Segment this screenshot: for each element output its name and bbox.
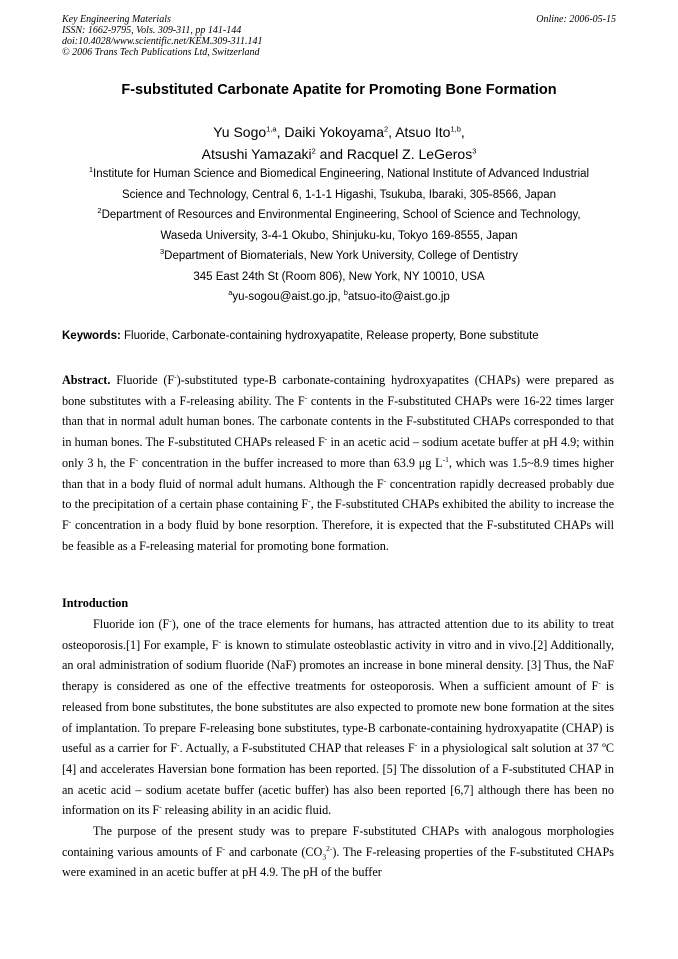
paragraph — [62, 821, 614, 883]
email-mark: b — [343, 288, 348, 298]
affiliation-text: 345 East 24th St (Room 806), New York, NY 10010, USA — [193, 270, 485, 283]
affiliation-list — [40, 164, 638, 308]
unit-sup: -1 — [442, 454, 449, 464]
abstract-text: , the F-substituted CHAPs exhibited the ability to increase the F — [62, 497, 614, 532]
paragraph-text: The purpose of the present study was to prepare F-substituted CHAPs with analogous morphologies containing various amounts of F — [62, 824, 614, 859]
email-link[interactable]: atsuo-ito@aist.go.jp — [347, 291, 450, 303]
paragraph-text: ). The F-releasing properties of the F-substituted CHAPs were examined in an acetic buffer at pH 4.9. The pH of the buffer — [62, 844, 615, 880]
paper-title: F-substituted Carbonate Apatite for Promoting Bone Formation — [121, 82, 557, 98]
author-name: Yu Sogo — [213, 124, 267, 140]
author-affil-mark: 3 — [472, 146, 477, 156]
affiliation-text: Department of Biomaterials, New York University, College of Dentistry — [164, 250, 519, 262]
issn-line: ISSN: 1662-9795, Vols. 309-311, pp 141-144 — [62, 25, 242, 36]
paragraph-text: . Actually, a F-substituted CHAP that releases F — [179, 741, 415, 756]
abstract-label: Abstract. — [62, 373, 111, 387]
charge-sup: - — [383, 475, 387, 485]
author-name: Racquel Z. LeGeros — [346, 146, 473, 162]
charge-sup: 2- — [326, 843, 333, 853]
author-name: Atsuo Ito — [395, 124, 451, 140]
copyright-line: © 2006 Trans Tech Publications Ltd, Switzerland — [62, 47, 260, 58]
charge-sup: - — [159, 802, 162, 812]
affiliation-text: Department of Resources and Environmental Engineering, School of Science and Technology, — [101, 209, 581, 221]
paragraph-text: is known to stimulate osteoblastic activity in vitro and in vivo.[2] Additionally, an oral administration of sodium fluoride (NaF) promotes an increase in bone mineral density. [3] Thus, the NaF therapy is considered as one of the effective treatments for osteoporosis. When a sufficient amount of F — [62, 637, 614, 694]
email-mark: a — [228, 288, 233, 298]
introduction-body — [62, 614, 614, 883]
keywords-text: Fluoride, Carbonate-containing hydroxyapatite, Release property, Bone substitute — [120, 330, 539, 342]
abstract-text: )-substituted type-B carbonate-containing hydroxyapatites (CHAPs) were prepared as bone substitutes with a F-releasing ability. The F — [62, 373, 614, 408]
affiliation-text: Institute for Human Science and Biomedical Engineering, National Institute of Advanced Industrial — [93, 168, 590, 180]
charge-sup: - — [169, 615, 172, 625]
email-link[interactable]: yu-sogou@aist.go.jp, — [232, 291, 344, 303]
paragraph — [62, 614, 614, 821]
keywords — [62, 330, 622, 342]
charge-sup: - — [177, 740, 180, 750]
doi-line: doi:10.4028/www.scientific.net/KEM.309-311.141 — [62, 36, 263, 47]
charge-sup: - — [218, 636, 222, 646]
author-affil-mark: 2 — [311, 146, 316, 156]
formula-sub: 3 — [322, 852, 327, 862]
abstract-text: , which was 1.5~8.9 times higher than that in a body fluid of normal adult humans. Although the F — [62, 455, 614, 491]
charge-sup: - — [222, 843, 226, 853]
charge-sup: - — [308, 496, 311, 506]
abstract-text: Fluoride (F — [110, 373, 175, 387]
section-heading-introduction: Introduction — [62, 596, 129, 610]
abstract-text: contents in the F-substituted CHAPs were 16-22 times larger than that in normal adult human bones. The carbonate contents in the F-substituted CHAPs corresponded to that in human bones. The F-substituted CHAPs released F — [62, 393, 614, 450]
abstract-text: concentration in a body fluid by bone resorption. Therefore, it is expected that the F-substituted CHAPs will be feasible as a F-releasing material for promoting bone formation. — [62, 517, 614, 553]
abstract-text: concentration in the buffer increased to more than 63.9 μg L — [138, 455, 443, 470]
author-list — [40, 121, 638, 165]
author-affil-mark: 1,b — [450, 124, 461, 134]
keywords-label: Keywords: — [62, 330, 121, 342]
charge-sup: - — [324, 434, 328, 444]
abstract-text: in an acetic acid – sodium acetate buffer at pH 4.9; within only 3 h, the F — [62, 435, 614, 470]
charge-sup: - — [414, 740, 418, 750]
paragraph-text: is released from bone substitutes, the bone substitutes are also expected to promote new bone formation at the sites of implantation. To prepare F-releasing bone substitutes, type-B carbonate-containing hydroxyapatite (CHAP) is useful as a carrier for F — [62, 679, 614, 756]
author-separator: and — [315, 146, 347, 162]
charge-sup: - — [174, 371, 177, 381]
journal-name: Key Engineering Materials — [62, 14, 171, 25]
paragraph-text: Fluoride ion (F — [93, 617, 170, 631]
author-separator: , — [388, 124, 396, 140]
abstract-text: concentration rapidly decreased probably due to the precipitation of a certain phase containing F — [62, 476, 614, 512]
email-line — [40, 287, 638, 308]
charge-sup: - — [304, 392, 308, 402]
author-name: Daiki Yokoyama — [284, 124, 384, 140]
abstract — [62, 370, 614, 556]
author-separator: , — [460, 124, 465, 140]
journal-header — [62, 14, 616, 58]
author-name: Atsushi Yamazaki — [201, 146, 312, 162]
online-date: Online: 2006-05-15 — [536, 14, 616, 25]
author-separator: , — [276, 124, 285, 140]
charge-sup: - — [68, 516, 72, 526]
charge-sup: - — [135, 454, 139, 464]
author-affil-mark: 1,a — [266, 124, 277, 134]
charge-sup: - — [598, 678, 601, 688]
author-affil-mark: 2 — [384, 124, 389, 134]
paragraph-text: releasing ability in an acidic fluid. — [161, 803, 332, 818]
affil-mark: 2 — [97, 206, 102, 216]
paragraph-text: in a physiological salt solution at 37 ºC [4] and accelerates Haversian bone formation has been reported. [5] The dissolution of a F-substituted CHAP in an acetic acid – sodium acetate buffer (acetic buffer) has also been reported [6,7] although there has been no information on its F — [62, 741, 614, 818]
affiliation-text: Waseda University, 3-4-1 Okubo, Shinjuku-ku, Tokyo 169-8555, Japan — [160, 229, 518, 242]
paragraph-text: and carbonate (CO — [225, 844, 323, 859]
affil-mark: 1 — [88, 165, 94, 175]
affil-mark: 3 — [159, 247, 165, 257]
affiliation-text: Science and Technology, Central 6, 1-1-1 Higashi, Tsukuba, Ibaraki, 305-8566, Japan — [121, 188, 557, 201]
paragraph-text: ), one of the trace elements for humans, has attracted attention due to its ability to treat osteoporosis.[1] For example, F — [62, 617, 614, 652]
